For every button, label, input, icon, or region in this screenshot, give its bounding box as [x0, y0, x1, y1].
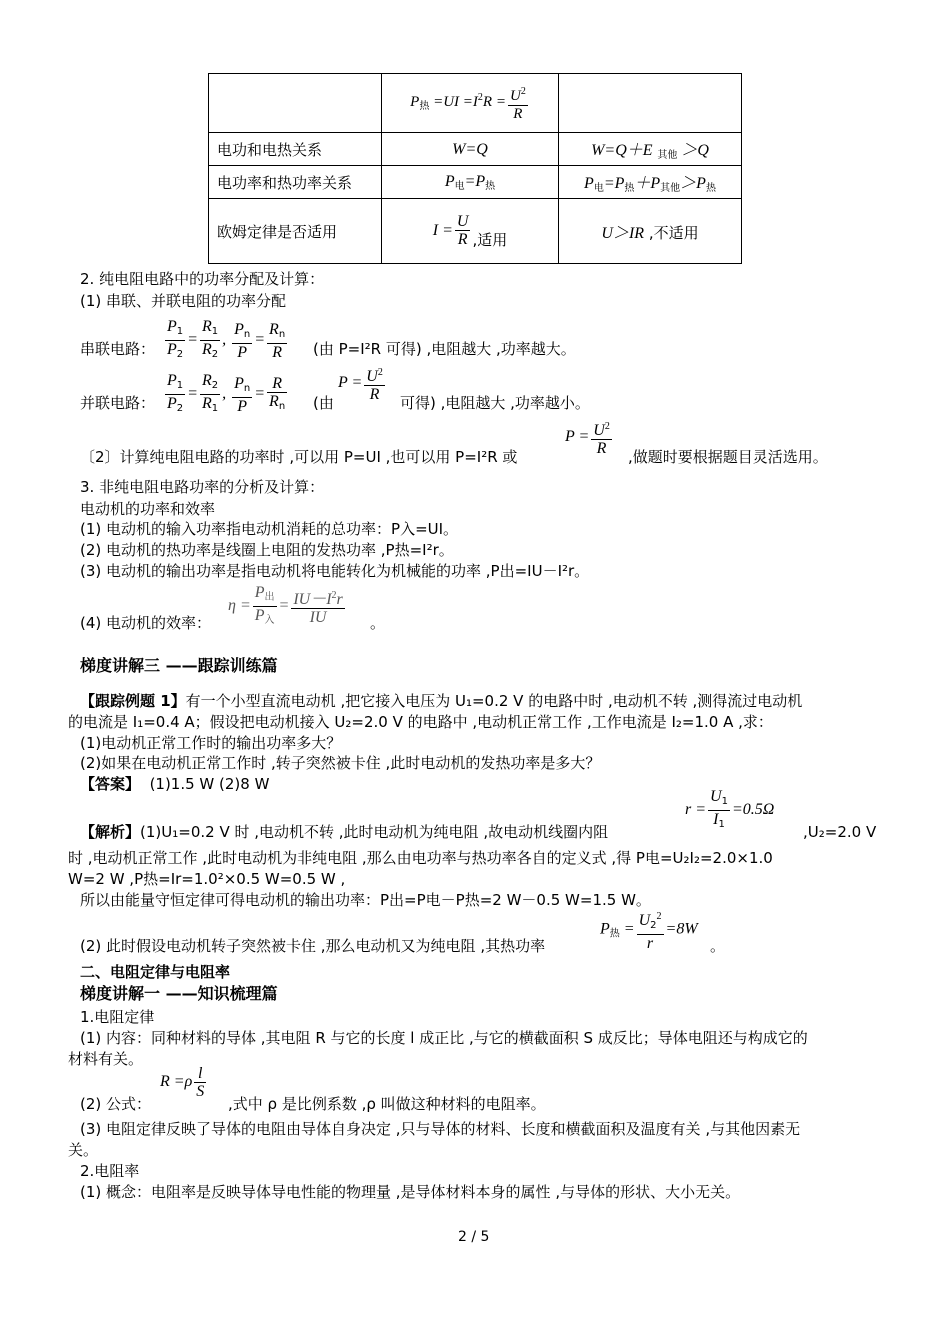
row-label: 欧姆定律是否适用: [209, 199, 382, 264]
subsection-title: (1) 串联、并联电阻的功率分配: [80, 292, 287, 310]
paragraph-line: (2) 公式：: [80, 1095, 152, 1113]
analysis-line: 所以由能量守恒定律可得电动机的输出功率：P出=P电－P热=2 W－0.5 W=1.5 W。: [80, 891, 651, 909]
question: (2)如果在电动机正常工作时 ,转子突然被卡住 ,此时电动机的发热功率是多大？: [80, 754, 601, 772]
paragraph-line: (3) 电阻定律反映了导体的电阻由导体自身决定 ,只与导体的材料、长度和横截面积及温度有关 ,与其他因素无: [80, 1120, 801, 1138]
efficiency-formula: η = $\frac{P_出}{P_入}$ = $\frac{IU-I^2r}{IU}$: [228, 584, 343, 626]
list-item: (4) 电动机的效率：: [80, 614, 212, 632]
analysis-line: (2) 此时假设电动机转子突然被卡住 ,那么电动机又为纯电阻 ,其热功率: [80, 937, 546, 955]
row-label: 电功率和热功率关系: [209, 166, 382, 199]
table-cell: [382, 74, 559, 133]
comparison-table: [208, 73, 742, 264]
analysis-line: W=2 W ,P热=Ir=1.0²×0.5 W=0.5 W ,: [68, 870, 346, 888]
resistance-law-formula: R =ρ $\frac{l}{S}$: [160, 1065, 205, 1100]
calc-formula: P = $\frac{U^2}{R}$: [565, 418, 614, 457]
section-title: 2. 纯电阻电路中的功率分配及计算：: [80, 270, 325, 288]
parallel-note-b: 可得) ,电阻越大 ,功率越小。: [400, 394, 590, 412]
nonpure-value: $P_电=P_热+P_{其他}>P_热$: [559, 166, 742, 199]
example-line: 【跟踪例题 1】有一个小型直流电动机 ,把它接入电压为 U₁=0.2 V 的电路中时 ,电动机不转 ,测得流过电动机: [80, 692, 803, 710]
analysis-line: 【解析】(1)U₁=0.2 V 时 ,电动机不转 ,此时电动机为纯电阻 ,故电动机线圈内阻: [80, 823, 609, 841]
analysis-line: 时 ,电动机正常工作 ,此时电动机为非纯电阻 ,那么由电功率与热功率各自的定义式 ,得 P电=U₂I₂=2.0×1.0: [68, 849, 773, 867]
pure-value: I = $\frac{U}{R}$ ,适用: [382, 199, 559, 264]
answer: 【答案】 (1)1.5 W (2)8 W: [80, 775, 270, 793]
series-label: 串联电路：: [80, 340, 156, 358]
table-row: [209, 133, 742, 166]
section-heading: 梯度讲解三 ——跟踪训练篇: [80, 656, 278, 675]
calc-note: 〔2〕计算纯电阻电路的功率时 ,可以用 P=UI ,也可以用 P=I²R 或: [80, 448, 518, 466]
parallel-label: 并联电路：: [80, 394, 156, 412]
section-heading: 梯度讲解一 ——知识梳理篇: [80, 984, 278, 1003]
subsection-title: 1.电阻定律: [80, 1008, 155, 1026]
analysis-line-end: 。: [710, 937, 726, 955]
table-row: [209, 199, 742, 264]
table-cell: [209, 74, 382, 133]
section-title: 3. 非纯电阻电路功率的分析及计算：: [80, 478, 325, 496]
analysis-line-tail: ,U₂=2.0 V: [803, 823, 877, 841]
list-item: (2) 电动机的热功率是线圈上电阻的发热功率 ,P热=I²r。: [80, 541, 454, 559]
example-line: 的电流是 I₁=0.4 A；假设把电动机接入 U₂=2.0 V 的电路中 ,电动机正常工作 ,工作电流是 I₂=1.0 A ,求：: [68, 713, 773, 731]
parallel-note-formula: P = $\frac{U^2}{R}$: [338, 364, 387, 403]
list-item: (1) 电动机的输入功率指电动机消耗的总功率：P入=UI。: [80, 520, 459, 538]
list-item-end: 。: [370, 614, 386, 632]
calc-note-tail: ,做题时要根据题目灵活选用。: [628, 448, 828, 466]
parallel-note-a: (由: [313, 394, 334, 412]
pure-value: $P_电=P_热$: [382, 166, 559, 199]
parallel-formula: $\frac{P_1}{P_2}$ = $\frac{R_2}{R_1}$ , $\frac{P_n}{P}$ = $\frac{R}{R_n}$: [167, 372, 286, 415]
page-number: 2 / 5: [458, 1229, 490, 1245]
table-row: [209, 166, 742, 199]
table-cell: [559, 74, 742, 133]
series-note: (由 P=I²R 可得) ,电阻越大 ,功率越大。: [313, 340, 576, 358]
chapter-title: 二、电阻定律与电阻率: [80, 963, 231, 981]
paragraph-line: 材料有关。: [68, 1050, 144, 1068]
row-label: 电功和电热关系: [209, 133, 382, 166]
subsection-title: 电动机的功率和效率: [80, 500, 216, 518]
series-formula: $\frac{P_1}{P_2}$ = $\frac{R_1}{R_2}$ , $\frac{P_n}{P}$ = $\frac{R_n}{R}$: [167, 318, 286, 361]
pure-value: W=Q: [382, 133, 559, 166]
formula-heat-power: $P_热 =UI =I^2R$ = $\frac{U^2}{R}$: [410, 94, 530, 110]
subsection-title: 2.电阻率: [80, 1162, 140, 1180]
list-item: (3) 电动机的输出功率是指电动机将电能转化为机械能的功率 ,P出=IU－I²r。: [80, 562, 590, 580]
heat-power-formula: $P_热$ = $\frac{U_2^2}{r}$ =8W: [600, 908, 698, 952]
nonpure-value: U＞IR ,不适用: [559, 199, 742, 264]
paragraph-line: (1) 内容：同种材料的导体 ,其电阻 R 与它的长度 l 成正比 ,与它的横截面积 S 成反比；导体电阻还与构成它的: [80, 1029, 808, 1047]
question: (1)电动机正常工作时的输出功率多大？: [80, 734, 342, 752]
paragraph-line-tail: ,式中 ρ 是比例系数 ,ρ 叫做这种材料的电阻率。: [228, 1095, 546, 1113]
nonpure-value: W=Q＋E $_{其他}$ ＞Q: [559, 133, 742, 166]
paragraph-line: 关。: [68, 1141, 99, 1159]
paragraph-line: (1) 概念：电阻率是反映导体导电性能的物理量 ,是导体材料本身的属性 ,与导体的形状、大小无关。: [80, 1183, 741, 1201]
resistance-formula: r = $\frac{U_1}{I_1}$ =0.5Ω: [685, 788, 775, 830]
table-row: [209, 74, 742, 133]
